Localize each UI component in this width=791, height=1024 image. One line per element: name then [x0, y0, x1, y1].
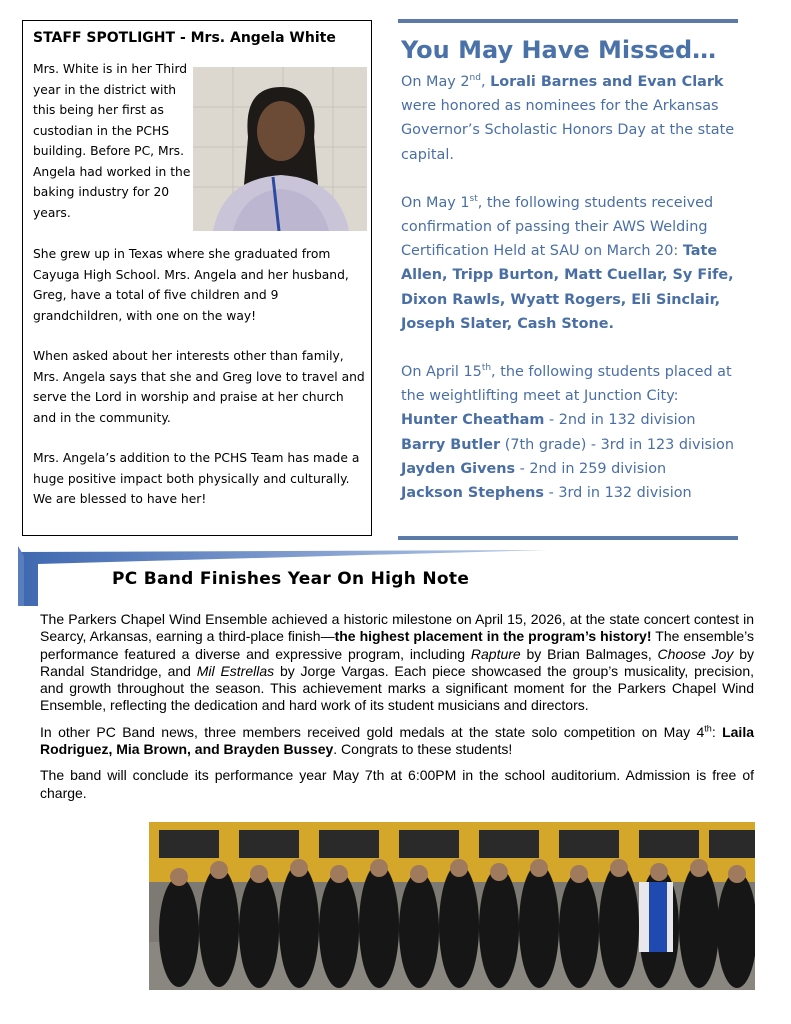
result-name: Jackson Stephens [401, 485, 544, 502]
piece-mil-estrellas: Mil Estrellas [196, 662, 275, 679]
result-detail: - 2nd in 259 division [515, 460, 667, 477]
missed-top-rule [398, 19, 738, 23]
item2-pre: On May 1 [401, 194, 470, 211]
result-row [401, 408, 741, 432]
missed-heading: You May Have Missed… [401, 36, 717, 64]
staff-spotlight-box [22, 20, 372, 536]
missed-item-1 [401, 70, 741, 167]
item1-post: were honored as nominees for the Arkansas Governor’s Scholastic Honors Day at the state capital. [401, 98, 735, 163]
item2-sup: st [469, 194, 478, 205]
p1-a: The Parkers Chapel Wind Ensemble achieved a historic milestone on April 15, 2026, at the state concert contest in Searcy, Arkansas, earning a third-place finish— [40, 611, 754, 645]
item3-sup: th [481, 363, 492, 374]
result-row [401, 457, 741, 481]
result-row [401, 433, 741, 457]
band-paragraph-2 [40, 724, 754, 759]
p2-sup: th [704, 723, 712, 734]
spotlight-paragraph-1: Mrs. White is in her Third year in the district with this being her first as custodian in the PCHS building. Before PC, Mrs. Angela had worked in the baking industry for 20 years. [33, 62, 191, 220]
piece-rapture: Rapture [470, 645, 521, 662]
result-name: Barry Butler [401, 436, 501, 453]
p2-b: : [711, 723, 723, 740]
missed-item-2 [401, 191, 741, 336]
band-photo [149, 822, 755, 990]
item1-sup: nd [469, 73, 481, 84]
item1-mid: , [480, 74, 491, 90]
missed-bottom-rule [398, 536, 738, 540]
staff-photo-image [193, 67, 367, 231]
item3-pre: On April 15 [401, 364, 482, 381]
p1-f: by Jorge Vargas. Each piece showcased the group’s musicality, precision, and growth throughout the season. This achievement marks a significant moment for the Parkers Chapel Wind Ensemble, reflecting the dedication and hard work of its student musicians and directors. [40, 662, 754, 714]
item1-names: Lorali Barnes and Evan Clark [490, 74, 724, 90]
missed-item-3 [401, 360, 741, 505]
band-group-photo-image [149, 822, 755, 990]
band-article [40, 611, 754, 811]
weightlifting-results [401, 408, 741, 505]
piece-choose-joy: Choose Joy [657, 645, 734, 662]
result-name: Jayden Givens [401, 460, 516, 477]
missed-section [401, 34, 741, 505]
spotlight-paragraph-2: She grew up in Texas where she graduated from Cayuga High School. Mrs. Angela and her husband, Greg, have a total of five children and 9 grandchildren, with one on the way! [33, 247, 349, 323]
result-row [401, 481, 741, 505]
band-paragraph-3: The band will conclude its performance year May 7th at 6:00PM in the school auditorium. Admission is free of charge. [40, 767, 754, 801]
band-paragraph-1 [40, 611, 754, 715]
p1-c: The ensemble’s performance featured a diverse and expressive program, including [40, 628, 754, 662]
item2-names: Tate Allen, Tripp Burton, Matt Cuellar, Sy Fife, Dixon Rawls, Wyatt Rogers, Eli Sinclair, Joseph Slater, Cash Stone. [401, 243, 734, 332]
p1-d: by Brian Balmages, [520, 645, 658, 662]
result-detail: - 2nd in 132 division [544, 412, 696, 429]
item1-pre: On May 2 [401, 74, 470, 90]
p1-highlight: the highest placement in the program’s history! [334, 628, 652, 645]
item3-post: , the following students placed at the weightlifting meet at Junction City: [401, 364, 732, 405]
p2-names: Laila Rodriguez, Mia Brown, and Brayden Bussey [40, 723, 754, 758]
spotlight-paragraph-4: Mrs. Angela’s addition to the PCHS Team has made a huge positive impact both physically and culturally. We are blessed to have her! [33, 451, 360, 506]
p2-a: In other PC Band news, three members received gold medals at the state solo competition on May 4 [40, 723, 705, 740]
p1-e: by Randal Standridge, and [40, 645, 754, 679]
staff-photo [193, 67, 367, 231]
p2-c: . Congrats to these students! [333, 741, 513, 758]
item2-post: , the following students received confirmation of passing their AWS Welding Certification Held at SAU on March 20: [401, 194, 714, 260]
result-name: Hunter Cheatham [401, 412, 545, 429]
result-detail: - 3rd in 132 division [544, 485, 692, 502]
result-detail: (7th grade) - 3rd in 123 division [500, 436, 734, 453]
spotlight-title: STAFF SPOTLIGHT - Mrs. Angela White [33, 30, 336, 46]
spotlight-paragraph-3: When asked about her interests other than family, Mrs. Angela says that she and Greg love to travel and serve the Lord in worship and praise at her church and in the community. [33, 349, 365, 425]
band-title: PC Band Finishes Year On High Note [112, 569, 470, 589]
